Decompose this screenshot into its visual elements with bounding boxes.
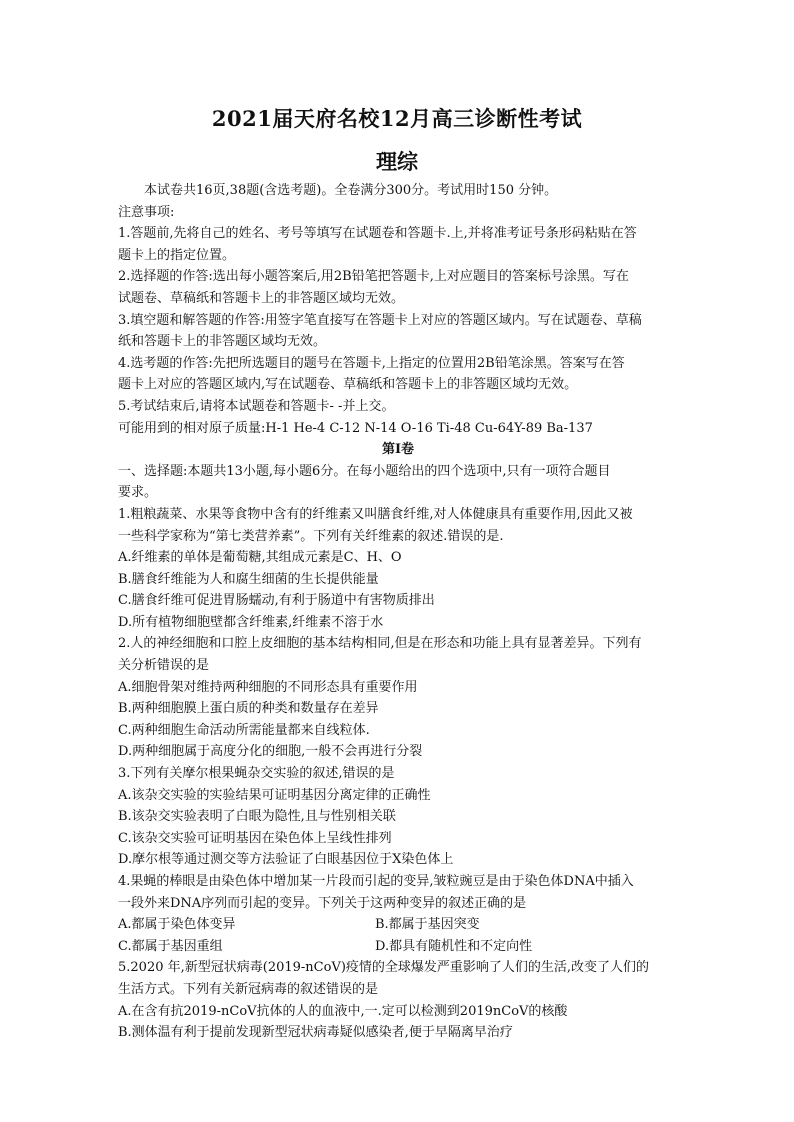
- option-line: B.都属于基因突变: [375, 917, 480, 933]
- notice-heading: 注意事项:: [118, 204, 175, 220]
- section-line: 一、选择题:本题共13小题,每小题6分。在每小题给出的四个选项中,只有一项符合题目: [118, 463, 611, 479]
- question-line: 3.下列有关摩尔根果蝇杂交实验的叙述,错误的是: [118, 766, 395, 782]
- section-instructions: [118, 461, 678, 504]
- option-line: B.两种细胞膜上蛋白质的种类和数量存在差异: [118, 701, 379, 717]
- notice-line: 题卡上的指定位置。: [118, 247, 236, 263]
- notice-line: 3.填空题和解答题的作答:用签字笔直接写在答题卡上对应的答题区域内。写在试题卷、草稿: [118, 312, 642, 328]
- option-line: A.细胞骨架对维持两种细胞的不同形态具有重要作用: [118, 679, 418, 695]
- notice-line: 4.选考题的作答:先把所选题目的题号在答题卡,上指定的位置用2B铅笔涂黑。答案写在答: [118, 355, 625, 371]
- question-line: 2.人的神经细胞和口腔上皮细胞的基本结构相同,但是在形态和功能上具有显著差异。下列有: [118, 636, 642, 652]
- option-line: B.膳食纤维能为人和腐生细菌的生长提供能量: [118, 571, 379, 587]
- notice-line: 2.选择题的作答:选出每小题答案后,用2B铅笔把答题卡,上对应题目的答案标号涂黑。写在: [118, 269, 629, 285]
- section-line: 要求。: [118, 485, 158, 501]
- question-5: [118, 957, 678, 1043]
- volume-heading: 第Ⅰ卷: [381, 442, 415, 458]
- notice-list: [118, 223, 678, 417]
- question-line: 5.2020 年,新型冠状病毒(2019-nCoV)疫情的全球爆发严重影响了人们的生活,改变了人们的: [118, 960, 650, 976]
- notice-line: 题卡上对应的答题区域内,写在试题卷、草稿纸和答题卡上的非答题区域均无效。: [118, 377, 578, 393]
- notice-line: 1.答题前,先将自己的姓名、考号等填写在试题卷和答题卡.上,并将准考证号条形码粘贴在答: [118, 226, 637, 242]
- question-3: [118, 763, 678, 871]
- exam-subtitle: 理综: [376, 149, 418, 174]
- notice-line: 纸和答题卡上的非答题区域均无效。: [118, 334, 327, 350]
- option-row: [118, 914, 678, 936]
- intro-text: 本试卷共16页,38题(含选考题)。全卷满分300分。考试用时150 分钟。: [144, 183, 558, 198]
- option-line: B.测体温有利于提前发现新型冠状病毒疑似感染者,便于早隔离早治疗: [118, 1025, 513, 1041]
- notice-line: 5.考试结束后,请将本试题卷和答题卡- -并上交。: [118, 398, 395, 414]
- option-line: C.该杂交实验可证明基因在染色体上呈线性排列: [118, 830, 392, 846]
- option-line: A.都属于染色体变异: [118, 917, 236, 933]
- atomic-masses: 可能用到的相对原子质量:H-1 He-4 C-12 N-14 O-16 Ti-48 Cu-64Y-89 Ba-137: [118, 420, 593, 436]
- option-line: A.该杂交实验的实验结果可证明基因分离定律的正确性: [118, 787, 431, 803]
- option-line: C.膳食纤维可促进胃肠蠕动,有利于肠道中有害物质排出: [118, 593, 435, 609]
- question-line: 一些科学家称为“第七类营养素”。下列有关纤维素的叙述.错误的是.: [118, 528, 504, 544]
- question-line: 一段外来DNA序列而引起的变异。下列关于这两种变异的叙述正确的是: [118, 895, 527, 911]
- option-line: C.两种细胞生命活动所需能量都来自线粒体.: [118, 722, 370, 738]
- option-row: [118, 936, 678, 958]
- question-line: 生活方式。下列有关新冠病毒的叙述错误的是: [118, 981, 379, 997]
- notice-line: 试题卷、草稿纸和答题卡上的非答题区域均无效。: [118, 290, 405, 306]
- option-line: A.纤维素的单体是葡萄糖,其组成元素是C、H、O: [118, 550, 402, 566]
- option-line: D.都具有随机性和不定向性: [375, 938, 533, 954]
- option-line: A.在含有抗2019-nCoV抗体的人的血液中,一.定可以检测到2019nCoV的核酸: [118, 1003, 568, 1019]
- question-line: 关分析错误的是: [118, 658, 210, 674]
- option-line: D.摩尔根等通过测交等方法验证了白眼基因位于X染色体上: [118, 852, 454, 868]
- option-line: D.所有植物细胞壁都含纤维素,纤维素不溶于水: [118, 614, 384, 630]
- question-line: 1.粗粮蔬菜、水果等食物中含有的纤维素又叫膳食纤维,对人体健康具有重要作用,因此又被: [118, 506, 633, 522]
- option-line: B.该杂交实验表明了白眼为隐性,且与性别相关联: [118, 809, 396, 825]
- option-line: C.都属于基因重组: [118, 938, 223, 954]
- question-line: 4.果蝇的棒眼是由染色体中增加某一片段而引起的变异,皱粒豌豆是由于染色体DNA中插入: [118, 874, 634, 889]
- option-line: D.两种细胞属于高度分化的细胞,一般不会再进行分裂: [118, 744, 423, 760]
- question-1: [118, 504, 678, 634]
- exam-body: [118, 180, 678, 1044]
- exam-title: 2021届天府名校12月高三诊断性考试: [211, 106, 583, 131]
- question-2: [118, 633, 678, 763]
- question-4: [118, 871, 678, 957]
